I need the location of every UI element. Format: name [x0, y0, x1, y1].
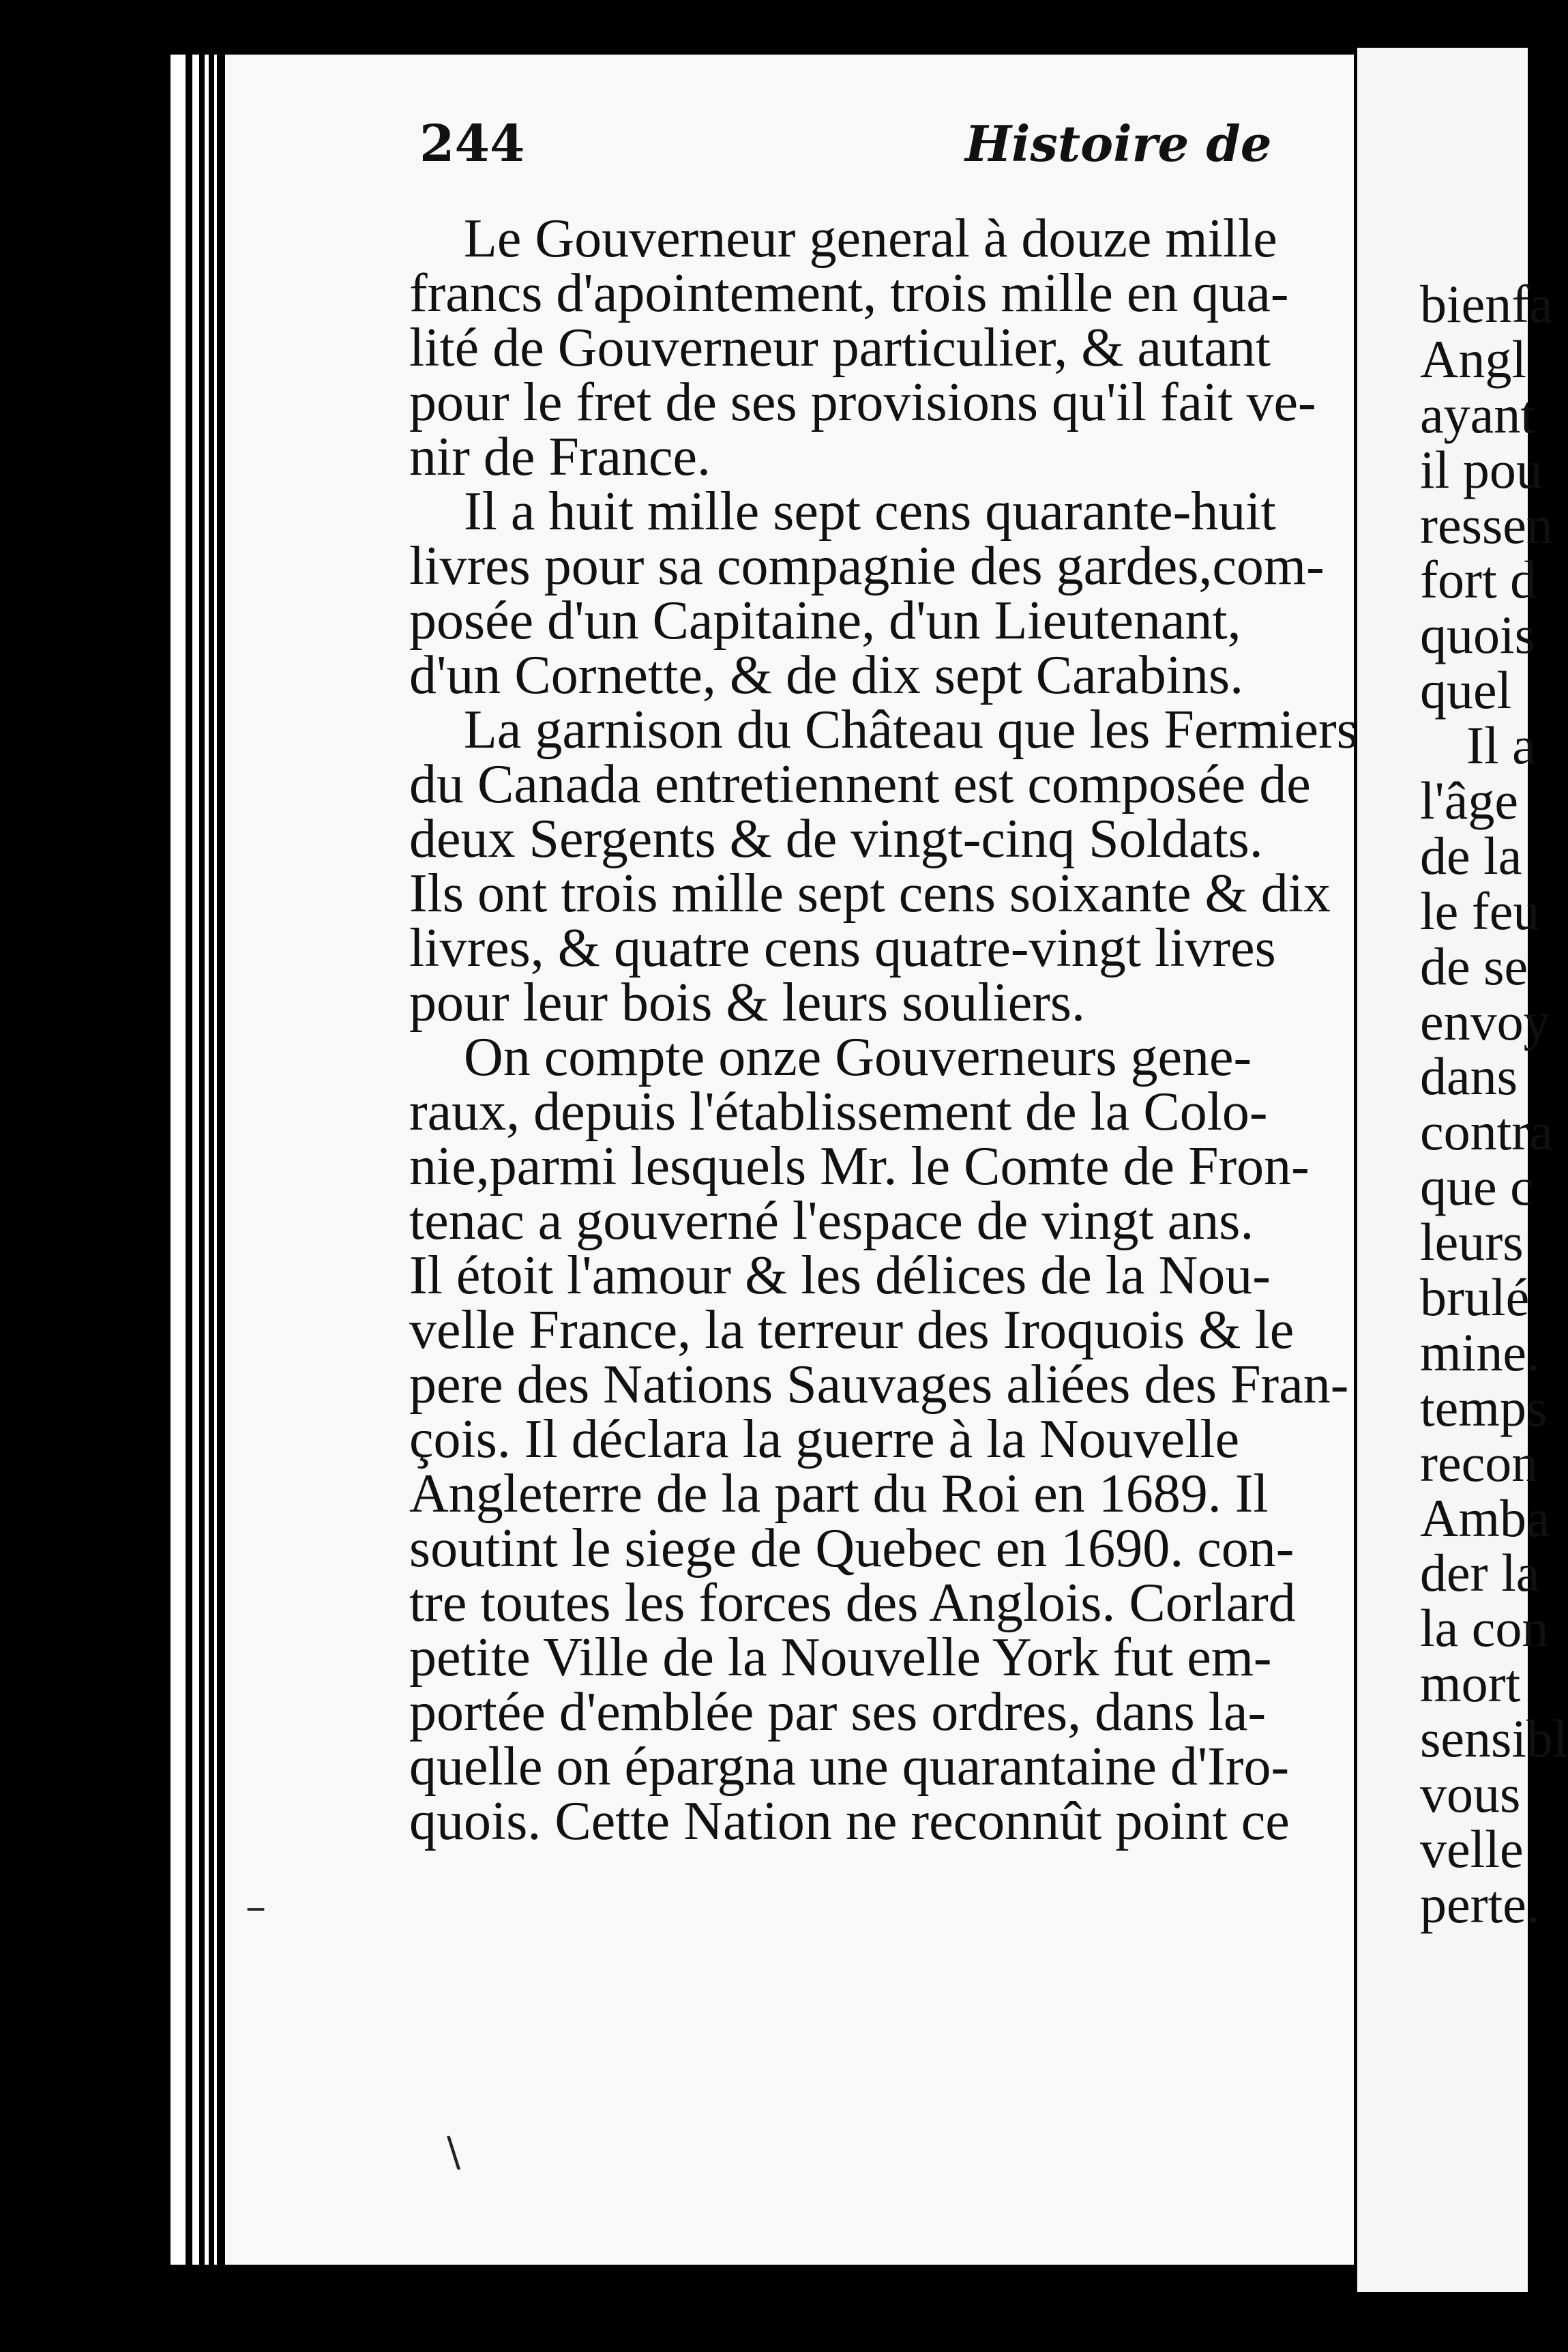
margin-stroke: \: [447, 2128, 461, 2176]
text-line: Il a huit mille sept cens quarante-huit: [464, 482, 1276, 542]
margin-dash: –: [246, 1883, 266, 1930]
text-line: contra: [1420, 1102, 1553, 1162]
text-line: quel: [1420, 660, 1512, 720]
page-number: 244: [419, 115, 525, 173]
text-line: Amba: [1420, 1488, 1550, 1548]
text-line: Ils ont trois mille sept cens soixante & dix: [409, 864, 1331, 924]
text-line: vous: [1420, 1764, 1521, 1824]
text-line: de se: [1420, 936, 1528, 996]
text-line: tenac a gouverné l'espace de vingt ans.: [409, 1191, 1254, 1251]
text-line: il pou: [1420, 439, 1543, 499]
text-line: La garnison du Château que les Fermiers: [464, 700, 1358, 760]
text-line: der la: [1420, 1543, 1540, 1603]
text-line: bienfa: [1420, 274, 1553, 334]
text-line: francs d'apointement, trois mille en qua-: [409, 263, 1289, 323]
text-line: velle: [1420, 1819, 1524, 1879]
text-line: brulé: [1420, 1267, 1530, 1327]
text-line: ayant: [1420, 384, 1535, 444]
text-line: la con: [1420, 1598, 1549, 1658]
text-line: pere des Nations Sauvages aliées des Fran-: [409, 1355, 1349, 1415]
text-line: dans: [1420, 1046, 1518, 1106]
text-line: nie,parmi lesquels Mr. le Comte de Fron-: [409, 1136, 1310, 1196]
text-line: quois. Cette Nation ne reconnût point ce: [409, 1791, 1290, 1851]
text-line: tre toutes les forces des Anglois. Corlard: [409, 1573, 1296, 1633]
text-line: çois. Il déclara la guerre à la Nouvelle: [409, 1409, 1240, 1469]
text-line: portée d'emblée par ses ordres, dans la-: [409, 1682, 1267, 1742]
text-line: le feu: [1420, 881, 1540, 941]
text-line: mort: [1420, 1653, 1521, 1714]
text-line: livres pour sa compagnie des gardes,com-: [409, 536, 1325, 596]
text-line: envoy: [1420, 991, 1550, 1051]
binding-edge: [171, 55, 225, 2265]
text-line: velle France, la terreur des Iroquois & le: [409, 1300, 1295, 1360]
text-line: Angleterre de la part du Roi en 1689. Il: [409, 1464, 1269, 1524]
text-line: temps: [1420, 1377, 1548, 1437]
text-line: Le Gouverneur general à douze mille: [464, 209, 1277, 269]
running-head: Histoire de: [965, 115, 1272, 173]
text-line: deux Sergents & de vingt-cinq Soldats.: [409, 809, 1263, 869]
text-line: mine.: [1420, 1322, 1540, 1382]
text-line: petite Ville de la Nouvelle York fut em-: [409, 1628, 1272, 1688]
text-line: lité de Gouverneur particulier, & autant: [409, 318, 1271, 378]
text-line: l'âge: [1420, 771, 1518, 831]
text-line: soutint le siege de Quebec en 1690. con-: [409, 1518, 1295, 1578]
text-line: Il étoit l'amour & les délices de la Nou-: [409, 1246, 1271, 1306]
text-line: pour leur bois & leurs souliers.: [409, 973, 1085, 1033]
text-line: ressen: [1420, 495, 1553, 555]
page-header: [419, 115, 1340, 203]
body-text: [409, 211, 1514, 1849]
text-line: sensibl: [1420, 1709, 1568, 1769]
text-line: Angl: [1420, 329, 1526, 389]
text-line: du Canada entretiennent est composée de: [409, 754, 1311, 814]
text-line: leurs: [1420, 1212, 1524, 1272]
text-line: nir de France.: [409, 427, 711, 487]
text-line: que c: [1420, 1157, 1534, 1217]
text-line: recon: [1420, 1432, 1539, 1493]
text-line: fort d: [1420, 550, 1537, 610]
text-line: quois: [1420, 605, 1536, 665]
text-line: Il a: [1466, 716, 1536, 776]
text-line: perte.: [1420, 1874, 1540, 1934]
text-line: pour le fret de ses provisions qu'il fait ve-: [409, 372, 1316, 432]
text-line: de la: [1420, 825, 1522, 885]
text-line: raux, depuis l'établissement de la Colo-: [409, 1082, 1268, 1142]
text-line: posée d'un Capitaine, d'un Lieutenant,: [409, 591, 1241, 651]
text-line: On compte onze Gouverneurs gene-: [464, 1027, 1252, 1087]
text-line: livres, & quatre cens quatre-vingt livres: [409, 918, 1276, 978]
text-line: d'un Cornette, & de dix sept Carabins.: [409, 645, 1244, 705]
text-line: quelle on épargna une quarantaine d'Iro-: [409, 1737, 1290, 1797]
